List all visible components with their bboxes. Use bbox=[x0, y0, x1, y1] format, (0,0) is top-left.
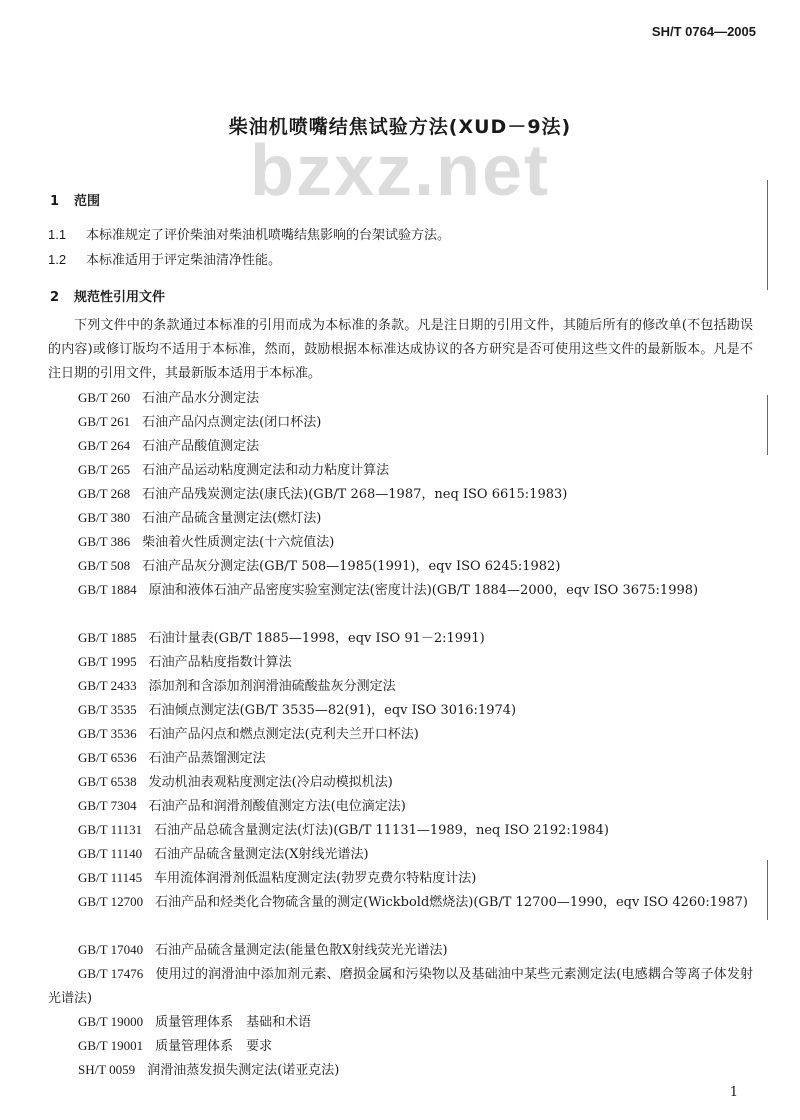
section-number: 1 bbox=[50, 194, 60, 209]
reference-code: GB/T 3536 bbox=[78, 726, 137, 741]
reference-item bbox=[48, 1058, 753, 1083]
reference-item bbox=[48, 890, 753, 915]
reference-title: 石油产品硫含量测定法(X射线光谱法) bbox=[154, 847, 369, 862]
document-title: 柴油机喷嘴结焦试验方法(XUD－9法) bbox=[228, 116, 572, 138]
reference-code: GB/T 268 bbox=[78, 486, 131, 501]
reference-item bbox=[48, 434, 753, 459]
reference-title: 石油产品运动粘度测定法和动力粘度计算法 bbox=[142, 463, 390, 478]
reference-item bbox=[48, 698, 753, 723]
reference-title: 石油产品总硫含量测定法(灯法)(GB/T 11131—1989，neq ISO 2192:1984) bbox=[154, 823, 609, 838]
clause-number: 1.1 bbox=[48, 227, 67, 242]
reference-code: GB/T 6538 bbox=[78, 774, 137, 789]
reference-title: 石油产品残炭测定法(康氏法)(GB/T 268—1987，neq ISO 6615:1983) bbox=[142, 487, 568, 502]
reference-title: 石油产品酸值测定法 bbox=[142, 439, 260, 454]
standard-code: SH/T 0764—2005 bbox=[651, 24, 756, 39]
section-heading-normative-references bbox=[50, 286, 165, 305]
reference-item bbox=[48, 578, 753, 603]
scan-margin-line bbox=[767, 860, 768, 920]
reference-title: 发动机油表观粘度测定法(冷启动模拟机法) bbox=[148, 775, 393, 790]
reference-item bbox=[48, 626, 753, 651]
reference-code: SH/T 0059 bbox=[78, 1062, 136, 1077]
reference-code: GB/T 264 bbox=[78, 438, 131, 453]
reference-item bbox=[48, 722, 753, 747]
reference-code: GB/T 12700 bbox=[78, 894, 144, 909]
reference-title: 添加剂和含添加剂润滑油硫酸盐灰分测定法 bbox=[148, 679, 396, 694]
reference-item bbox=[48, 386, 753, 411]
reference-title: 车用流体润滑剂低温粘度测定法(勃罗克费尔特粘度计法) bbox=[154, 871, 477, 886]
reference-title: 使用过的润滑油中添加剂元素、磨损金属和污染物以及基础油中某些元素测定法(电感耦合等离子体发射光谱法) bbox=[48, 967, 753, 1006]
reference-code: GB/T 3535 bbox=[78, 702, 137, 717]
reference-item bbox=[48, 962, 753, 1011]
reference-code: GB/T 261 bbox=[78, 414, 131, 429]
reference-title: 石油产品水分测定法 bbox=[142, 391, 260, 406]
reference-title: 石油产品和润滑剂酸值测定方法(电位滴定法) bbox=[148, 799, 406, 814]
reference-item bbox=[48, 770, 753, 795]
watermark: bzxz.net bbox=[249, 131, 551, 211]
reference-title: 石油产品粘度指数计算法 bbox=[148, 655, 292, 670]
reference-code: GB/T 1884 bbox=[78, 582, 137, 597]
reference-code: GB/T 386 bbox=[78, 534, 131, 549]
reference-code: GB/T 2433 bbox=[78, 678, 137, 693]
reference-code: GB/T 11140 bbox=[78, 846, 143, 861]
reference-code: GB/T 7304 bbox=[78, 798, 137, 813]
reference-code: GB/T 19001 bbox=[78, 1038, 144, 1053]
reference-item bbox=[48, 818, 753, 843]
reference-title: 石油产品闪点和燃点测定法(克利夫兰开口杯法) bbox=[148, 727, 419, 742]
reference-item bbox=[48, 842, 753, 867]
clause-1-1 bbox=[48, 224, 450, 243]
section-title: 范围 bbox=[74, 194, 101, 209]
reference-item bbox=[48, 746, 753, 771]
reference-item bbox=[48, 410, 753, 435]
page-number: 1 bbox=[729, 1085, 738, 1100]
reference-code: GB/T 508 bbox=[78, 558, 131, 573]
reference-title: 石油产品硫含量测定法(能量色散X射线荧光光谱法) bbox=[155, 943, 448, 958]
clause-1-2 bbox=[48, 249, 281, 268]
reference-item bbox=[48, 482, 753, 507]
reference-code: GB/T 19000 bbox=[78, 1014, 144, 1029]
scan-margin-line bbox=[767, 395, 768, 455]
reference-title: 石油产品灰分测定法(GB/T 508—1985(1991)，eqv ISO 6245:1982) bbox=[142, 559, 561, 574]
reference-title: 石油产品和烃类化合物硫含量的测定(Wickbold燃烧法)(GB/T 12700—1990，eqv ISO 4260:1987) bbox=[155, 895, 748, 910]
clause-number: 1.2 bbox=[48, 252, 67, 267]
reference-title: 润滑油蒸发损失测定法(诺亚克法) bbox=[147, 1063, 340, 1078]
reference-item bbox=[48, 1010, 753, 1035]
section-heading-scope bbox=[50, 190, 100, 209]
reference-code: GB/T 17476 bbox=[78, 966, 144, 981]
reference-title: 石油计量表(GB/T 1885—1998，eqv ISO 91－2:1991) bbox=[148, 631, 485, 646]
reference-title: 石油倾点测定法(GB/T 3535—82(91)，eqv ISO 3016:1974) bbox=[148, 703, 517, 718]
reference-item bbox=[48, 650, 753, 675]
reference-item bbox=[48, 506, 753, 531]
reference-title: 柴油着火性质测定法(十六烷值法) bbox=[142, 535, 335, 550]
reference-title: 质量管理体系 要求 bbox=[155, 1039, 273, 1054]
reference-title: 原油和液体石油产品密度实验室测定法(密度计法)(GB/T 1884—2000，eqv ISO 3675:1998) bbox=[148, 583, 699, 598]
scan-margin-line bbox=[767, 180, 768, 290]
reference-code: GB/T 1885 bbox=[78, 630, 137, 645]
reference-code: GB/T 6536 bbox=[78, 750, 137, 765]
reference-code: GB/T 11131 bbox=[78, 822, 143, 837]
clause-text: 本标准适用于评定柴油清净性能。 bbox=[86, 253, 282, 268]
reference-title: 石油产品闪点测定法(闭口杯法) bbox=[142, 415, 322, 430]
reference-code: GB/T 265 bbox=[78, 462, 131, 477]
reference-item bbox=[48, 938, 753, 963]
reference-code: GB/T 11145 bbox=[78, 870, 143, 885]
intro-paragraph: 下列文件中的条款通过本标准的引用而成为本标准的条款。凡是注日期的引用文件，其随后所有的修改单(不包括勘误的内容)或修订版均不适用于本标准，然而，鼓励根据本标准达成协议的各方研究是否可使用这些文件的最新版本。凡是不注日期的引用文件，其最新版本适用于本标准。 bbox=[48, 318, 753, 381]
section-number: 2 bbox=[50, 290, 60, 305]
reference-item bbox=[48, 866, 753, 891]
reference-code: GB/T 17040 bbox=[78, 942, 144, 957]
reference-title: 石油产品蒸馏测定法 bbox=[148, 751, 266, 766]
reference-item bbox=[48, 1034, 753, 1059]
clause-text: 本标准规定了评价柴油对柴油机喷嘴结焦影响的台架试验方法。 bbox=[86, 228, 451, 243]
reference-item bbox=[48, 458, 753, 483]
reference-title: 质量管理体系 基础和术语 bbox=[155, 1015, 312, 1030]
reference-code: GB/T 380 bbox=[78, 510, 131, 525]
reference-item bbox=[48, 674, 753, 699]
reference-code: GB/T 260 bbox=[78, 390, 131, 405]
section-title: 规范性引用文件 bbox=[74, 290, 166, 305]
reference-code: GB/T 1995 bbox=[78, 654, 137, 669]
reference-item bbox=[48, 794, 753, 819]
reference-item bbox=[48, 554, 753, 579]
reference-item bbox=[48, 530, 753, 555]
reference-title: 石油产品硫含量测定法(燃灯法) bbox=[142, 511, 322, 526]
